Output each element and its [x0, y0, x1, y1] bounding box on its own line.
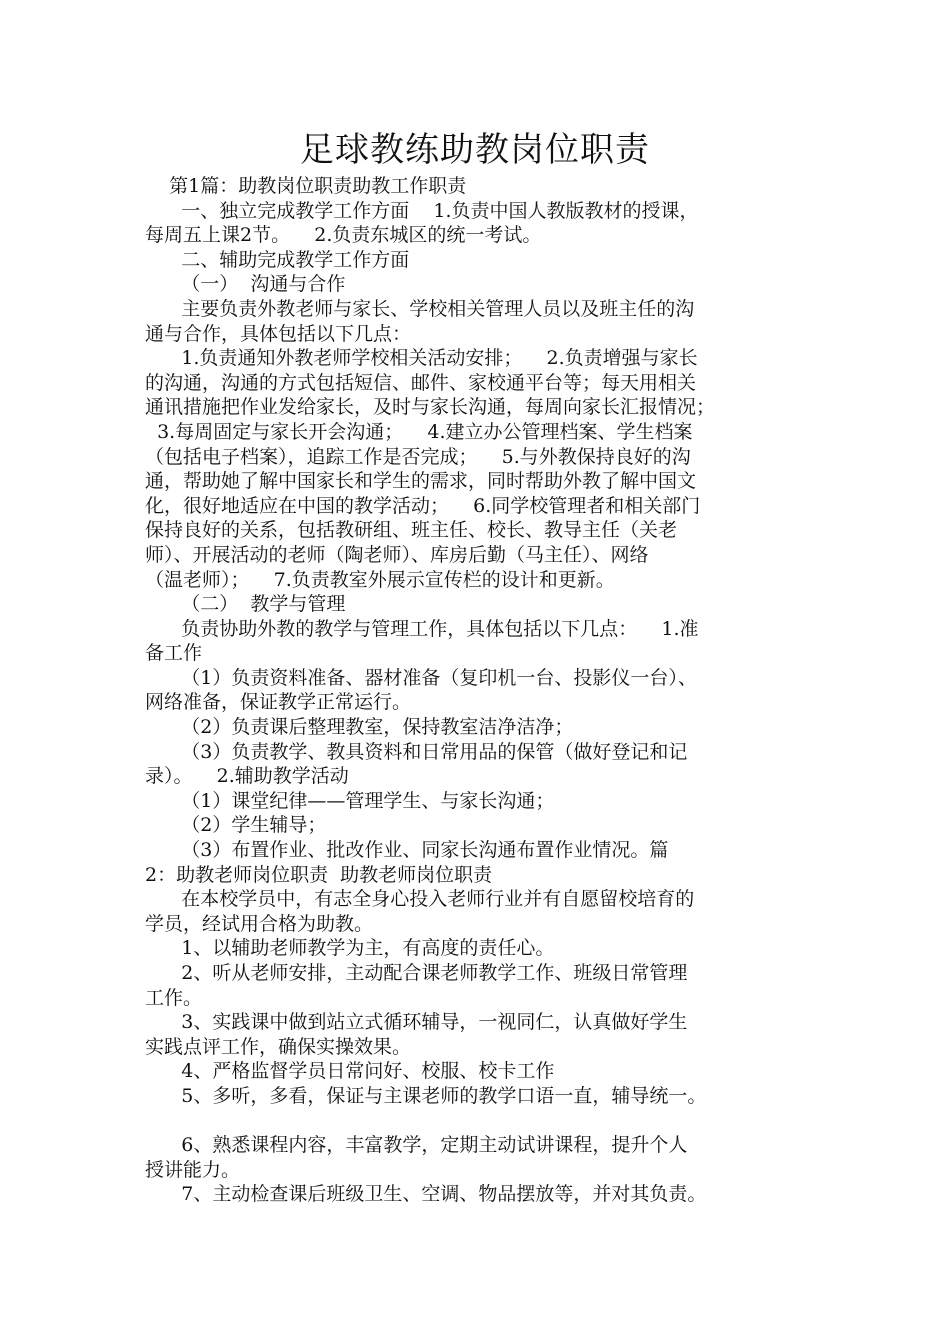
text-line: （3）布置作业、批改作业、同家长沟通布置作业情况。篇	[145, 839, 669, 862]
text-line: 主要负责外教老师与家长、学校相关管理人员以及班主任的沟	[145, 297, 695, 320]
text-line: 通讯措施把作业发给家长，及时与家长沟通，每周向家长汇报情况；	[145, 396, 716, 419]
text-line: 2、听从老师安排，主动配合课老师教学工作、班级日常管理	[145, 962, 688, 984]
text-line	[145, 1109, 821, 1134]
text-line: （温老师）； 7.负责教室外展示宣传栏的设计和更新。	[145, 568, 615, 591]
text-line: 师）、开展活动的老师（陶老师）、库房后勤（马主任）、网络	[145, 543, 649, 566]
text-line: 实践点评工作，确保实操效果。	[145, 1035, 412, 1058]
text-line: 每周五上课2节。 2.负责东城区的统一考试。	[145, 224, 542, 247]
text-line: 通与合作，具体包括以下几点：	[145, 322, 412, 345]
text-line: 的沟通，沟通的方式包括短信、邮件、家校通平台等；每天用相关	[145, 371, 697, 394]
text-line: （包括电子档案），追踪工作是否完成； 5.与外教保持良好的沟	[145, 445, 691, 468]
text-line: 一、独立完成教学工作方面 1.负责中国人教版教材的授课，	[145, 199, 699, 222]
text-line: 录）。 2.辅助教学活动	[145, 765, 349, 788]
text-line: 4、严格监督学员日常问好、校服、校卡工作	[145, 1060, 555, 1083]
text-line: 保持良好的关系，包括教研组、班主任、校长、教导主任（关老	[145, 519, 678, 542]
text-line: 网络准备，保证教学正常运行。	[145, 691, 412, 714]
text-line: 7、主动检查课后班级卫生、空调、物品摆放等，并对其负责。	[145, 1183, 707, 1206]
text-line: 3.每周固定与家长开会沟通； 4.建立办公管理档案、学生档案	[145, 420, 693, 443]
document-body	[145, 174, 821, 1207]
text-line: 学员，经试用合格为助教。	[145, 912, 374, 935]
text-line: 6、熟悉课程内容，丰富教学，定期主动试讲课程，提升个人	[145, 1134, 688, 1157]
document-title: 足球教练助教岗位职责	[300, 130, 650, 170]
text-line: （3）负责教学、教具资料和日常用品的保管（做好登记和记	[145, 740, 688, 763]
text-line: 二、辅助完成教学工作方面	[145, 248, 410, 271]
text-line: （1）负责资料准备、器材准备（复印机一台、投影仪一台）、	[145, 666, 697, 689]
text-line: 5、多听，多看，保证与主课老师的教学口语一直，辅导统一。	[145, 1084, 707, 1107]
text-line: 化，很好地适应在中国的教学活动； 6.同学校管理者和相关部门	[145, 494, 701, 517]
text-line: 第1篇：助教岗位职责助教工作职责	[145, 175, 467, 197]
text-line: 负责协助外教的教学与管理工作，具体包括以下几点： 1.准	[145, 617, 699, 640]
text-line: 1、以辅助老师教学为主，有高度的责任心。	[145, 937, 555, 960]
text-line: （2）学生辅导；	[145, 814, 327, 837]
text-line: 通，帮助她了解中国家长和学生的需求，同时帮助外教了解中国文	[145, 470, 697, 493]
text-line: 授讲能力。	[145, 1158, 241, 1181]
text-line: （2）负责课后整理教室，保持教室洁净洁净；	[145, 716, 574, 739]
text-line: 备工作	[145, 642, 203, 665]
text-line: 工作。	[145, 986, 203, 1009]
text-line: 2：助教老师岗位职责 助教老师岗位职责	[145, 863, 493, 886]
text-line: （二） 教学与管理	[145, 593, 346, 616]
text-line: 在本校学员中，有志全身心投入老师行业并有自愿留校培育的	[145, 888, 695, 911]
text-line: （1）课堂纪律——管理学生、与家长沟通；	[145, 789, 555, 812]
text-line: 3、实践课中做到站立式循环辅导，一视同仁，认真做好学生	[145, 1011, 688, 1034]
text-line: （一） 沟通与合作	[145, 273, 346, 296]
text-line: 1.负责通知外教老师学校相关活动安排； 2.负责增强与家长	[145, 347, 698, 370]
